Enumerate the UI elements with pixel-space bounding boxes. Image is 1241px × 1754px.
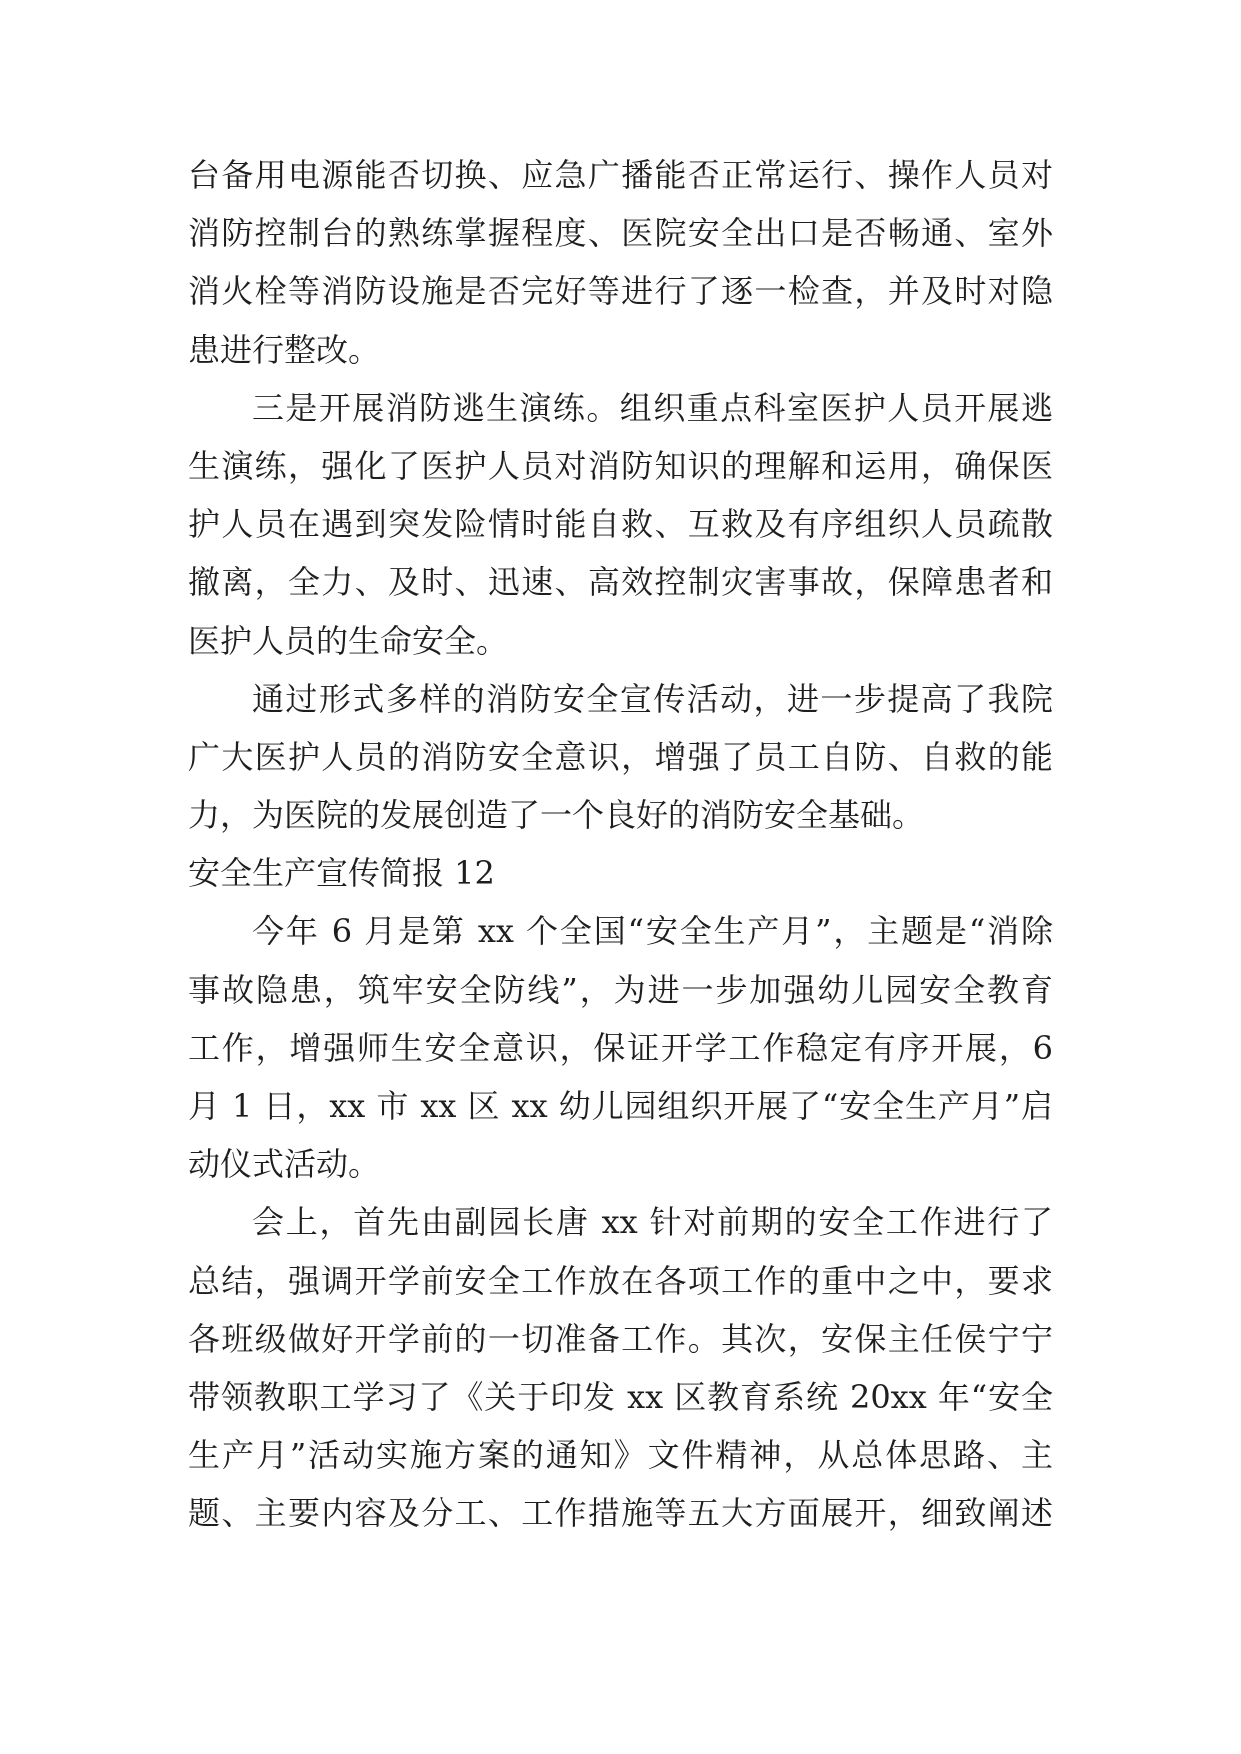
text-line: 医护人员的生命安全。	[188, 621, 509, 660]
text-line: 总结，强调开学前安全工作放在各项工作的重中之中，要求	[188, 1261, 1053, 1300]
text-line: 今年 6 月是第 xx 个全国“安全生产月”，主题是“消除	[252, 912, 1053, 951]
paragraph	[188, 146, 1053, 379]
text-line: 工作，增强师生安全意识，保证开学工作稳定有序开展，6	[188, 1028, 1053, 1067]
paragraph	[188, 902, 1053, 1193]
text-line: 会上，首先由副园长唐 xx 针对前期的安全工作进行了	[252, 1203, 1053, 1242]
paragraph	[188, 379, 1053, 670]
text-line: 力，为医院的发展创造了一个良好的消防安全基础。	[188, 796, 925, 835]
text-line: 题、主要内容及分工、工作措施等五大方面展开，细致阐述	[188, 1494, 1053, 1533]
text-line: 动仪式活动。	[188, 1145, 381, 1184]
document-page	[188, 146, 1053, 1543]
text-line: 各班级做好开学前的一切准备工作。其次，安保主任侯宁宁	[188, 1319, 1053, 1358]
text-line: 消防控制台的熟练掌握程度、医院安全出口是否畅通、室外	[188, 214, 1053, 253]
text-line: 护人员在遇到突发险情时能自救、互救及有序组织人员疏散	[188, 505, 1053, 544]
text-line: 广大医护人员的消防安全意识，增强了员工自防、自救的能	[188, 737, 1053, 776]
text-line: 生演练，强化了医护人员对消防知识的理解和运用，确保医	[188, 446, 1053, 485]
text-line: 月 1 日，xx 市 xx 区 xx 幼儿园组织开展了“安全生产月”启	[188, 1087, 1053, 1125]
text-line: 患进行整改。	[188, 330, 381, 369]
paragraph	[188, 1193, 1053, 1542]
text-line: 带领教职工学习了《关于印发 xx 区教育系统 20xx 年“安全	[188, 1377, 1053, 1416]
paragraph	[188, 670, 1053, 845]
text-line: 生产月”活动实施方案的通知》文件精神，从总体思路、主	[188, 1436, 1053, 1475]
text-line: 台备用电源能否切换、应急广播能否正常运行、操作人员对	[188, 156, 1053, 194]
text-line: 通过形式多样的消防安全宣传活动，进一步提高了我院	[252, 679, 1053, 718]
text-line: 三是开展消防逃生演练。组织重点科室医护人员开展逃	[252, 388, 1053, 427]
text-line: 消火栓等消防设施是否完好等进行了逐一检查，并及时对隐	[188, 272, 1053, 311]
text-line: 撤离，全力、及时、迅速、高效控制灾害事故，保障患者和	[188, 563, 1053, 602]
text-line: 事故隐患，筑牢安全防线”，为进一步加强幼儿园安全教育	[188, 970, 1053, 1009]
section-heading: 安全生产宣传简报 12	[188, 854, 495, 893]
